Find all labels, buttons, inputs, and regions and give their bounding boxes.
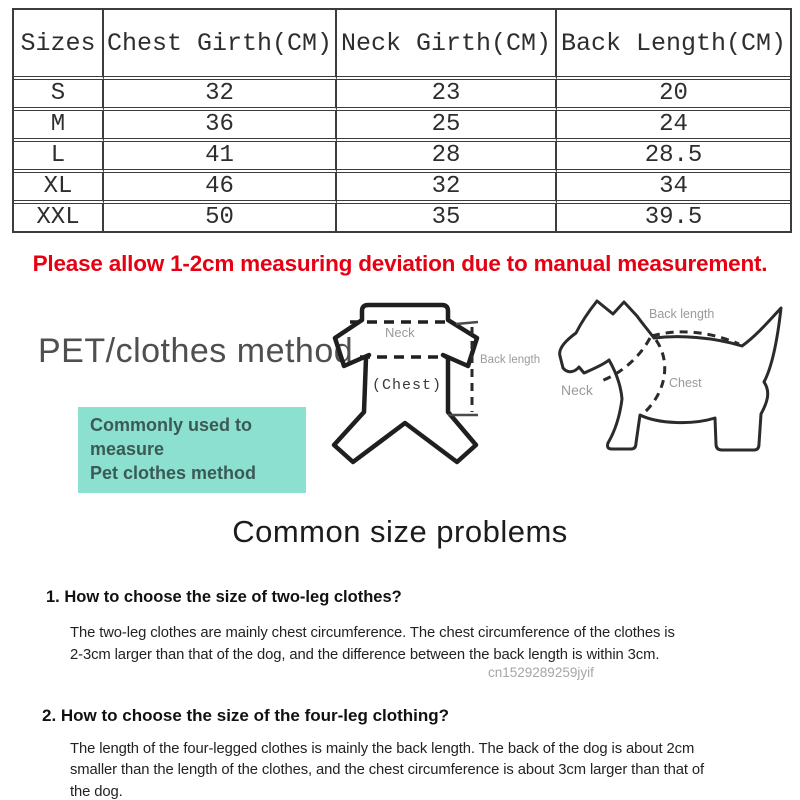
back-cell: 34 [557,173,790,204]
table-header-row [14,10,790,80]
measurement-deviation-note: Please allow 1-2cm measuring deviation due to manual measurement. [32,251,768,276]
chest-cell: 32 [104,80,337,111]
back-cell: 20 [557,80,790,111]
neck-cell: 23 [337,80,557,111]
size-cell: XL [14,173,104,204]
measure-method-title: PET/clothes method [38,332,354,370]
dog-chest-label: Chest [669,376,702,390]
garment-diagram [330,295,545,473]
col-header-sizes: Sizes [14,10,104,80]
neck-cell: 28 [337,142,557,173]
faq-answer-2: The length of the four-legged clothes is mainly the back length. The back of the dog is about 2cm smaller than the length of the clothes, and the chest circumference is about 3cm larger than that of the dog. [70,741,705,800]
faq-title: Common size problems [232,514,568,549]
chest-cell: 46 [104,173,337,204]
back-cell: 24 [557,111,790,142]
faq-question-1: 1. How to choose the size of two-leg clothes? [46,588,402,606]
neck-cell: 25 [337,111,557,142]
dog-chest-line [644,340,665,413]
col-header-back-length: Back Length(CM) [557,10,790,80]
chest-cell: 41 [104,142,337,173]
faq-answer-1: The two-leg clothes are mainly chest circumference. The chest circumference of the clothes is 2-3cm larger than that of the dog, and the difference between the back length is within 3cm. [70,625,675,663]
neck-cell: 32 [337,173,557,204]
garment-back-length-label: Back length [480,354,541,366]
chest-cell: 36 [104,111,337,142]
size-cell: M [14,111,104,142]
seller-watermark: cn1529289259jyif [488,665,594,680]
table-row [14,111,790,142]
dog-back-length-label: Back length [649,307,715,321]
size-chart-table [12,8,792,233]
back-cell: 39.5 [644,204,703,231]
table-row [14,173,790,204]
table-row [14,204,790,231]
back-cell: 28.5 [557,142,790,173]
highlight-line-2: Pet clothes method [90,462,257,483]
table-row [14,80,790,111]
table-row [14,142,790,173]
dog-neck-label: Neck [561,382,593,398]
measure-method-highlight [78,407,306,493]
size-cell: S [14,80,104,111]
faq-question-2: 2. How to choose the size of the four-leg clothing? [42,706,450,725]
chest-cell: 50 [104,204,337,231]
highlight-line-1: Commonly used to measure [90,415,253,459]
garment-neck-label: Neck [385,325,415,340]
dog-diagram [545,295,795,463]
neck-cell: 35 [337,204,557,231]
measuring-method-section [0,290,800,490]
size-cell: L [14,142,104,173]
col-header-neck-girth: Neck Girth(CM) [337,10,557,80]
garment-chest-label: (Chest) [372,377,443,394]
size-cell: XXL [14,204,104,231]
col-header-chest-girth: Chest Girth(CM) [104,10,337,80]
